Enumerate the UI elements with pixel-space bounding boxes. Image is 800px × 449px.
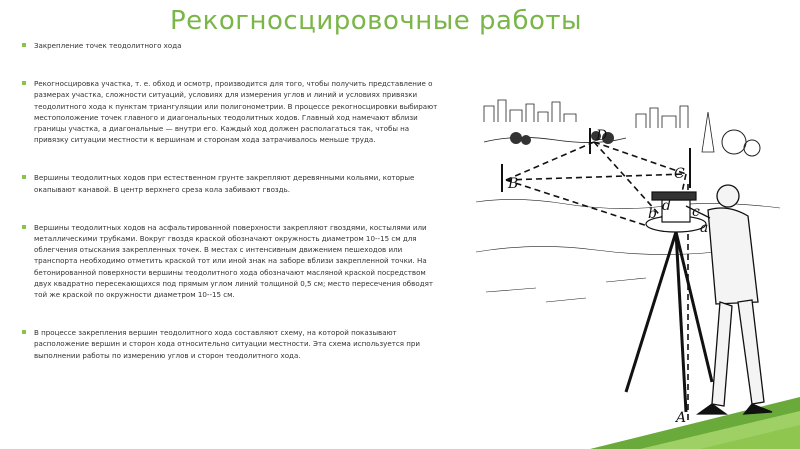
bullet-list — [22, 40, 440, 361]
trees — [510, 130, 760, 156]
point-label-a-upper: A — [676, 410, 687, 426]
point-label-d-lower: d — [662, 198, 671, 214]
bullet-item: В процессе закрепления вершин теодолитного хода составляют схему, на которой показывают расположение вершин и сторон хода относительно ситуации местности. Эта схема используется при выполнении работы по измерению углов и сторон теодолитного хода. — [22, 327, 440, 361]
slide-title: Рекогносцировочные работы — [170, 6, 583, 36]
point-label-a-lower: a — [700, 220, 709, 236]
tripod — [626, 232, 712, 412]
bullet-item: Вершины теодолитных ходов на асфальтированной поверхности закрепляют гвоздями, костылями или металлическими трубками. Вокруг гвоздя краской обозначают окружность диаметром 10--15 см для облегчения отыскания закрепленных точек. В местах с интенсивным движением пешеходов или транспорта необходимо отметить краской тот или иной знак на заборе вблизи закрепленной точки. На бетонированной поверхности вершины теодолитного хода обозначают масляной краской посредством двух квадратно пересекающихся под прямым углом линий толщиной 0,5 см; место пересечения обводят той же краской по окружности диаметром 10--15 см. — [22, 222, 440, 300]
surveyor-theodolite-illustration — [476, 92, 780, 432]
bullet-item: Вершины теодолитных ходов при естественном грунте закрепляют деревянными кольями, которые окапывают канавой. В центр верхнего среза кола забивают гвоздь. — [22, 172, 440, 194]
bullet-item: Рекогносцировка участка, т. е. обход и осмотр, производится для того, чтобы получить представление о размерах участка, сложности ситуаций, условиях для измерения углов и линий и условиях привязки теодолитного хода к пунктам триангуляции или полигонометрии. В процессе рекогносцировки выбирают местоположение точек главного и диагональных теодолитных ходов. Главный ход намечают вблизи границы участка, а диагональные — внутри его. Каждый ход должен располагаться так, чтобы на привязку ситуации местности к вершинам и сторонам хода затрачивалось меньше труда. — [22, 78, 440, 145]
point-label-c-lower: c — [692, 204, 700, 220]
point-label-b-lower: b — [648, 206, 657, 222]
point-label-b-upper: B — [508, 176, 519, 192]
point-label-c-upper: C — [674, 166, 685, 182]
point-label-d-upper: D — [596, 128, 608, 144]
bullet-item: Закрепление точек теодолитного хода — [22, 40, 440, 51]
